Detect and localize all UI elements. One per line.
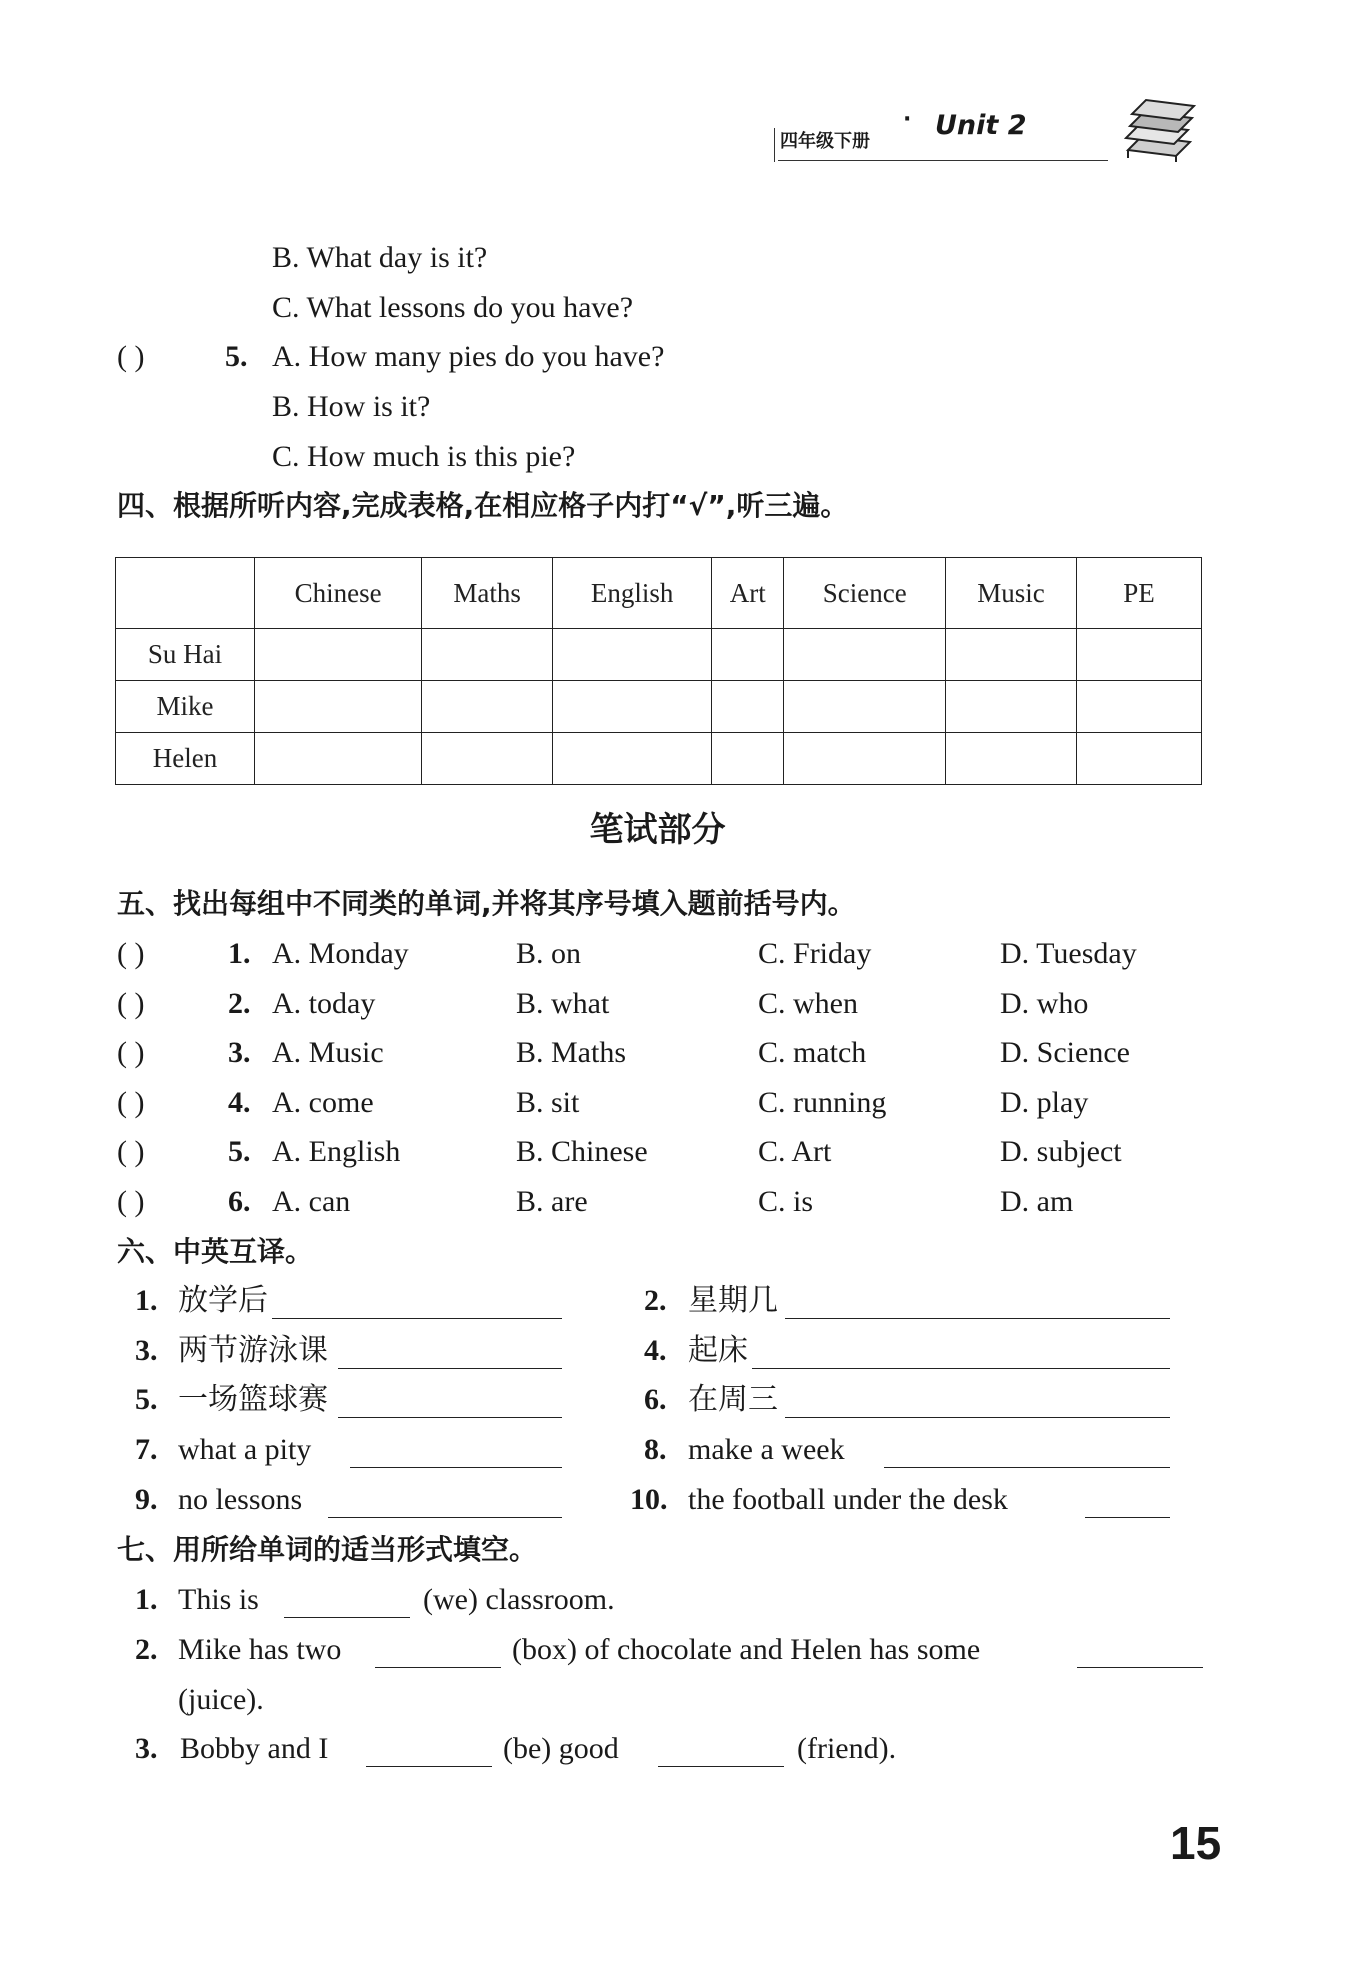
item-number: 10. — [630, 1483, 668, 1516]
item-number: 5. — [135, 1383, 158, 1416]
q5-option-b: B. How is it? — [272, 390, 431, 423]
item-number: 2. — [135, 1633, 158, 1666]
item-number: 2. — [644, 1284, 667, 1317]
answer-blank[interactable] — [350, 1467, 562, 1468]
table-cell[interactable] — [712, 681, 784, 733]
option-d: D. Tuesday — [1000, 937, 1137, 970]
table-cell[interactable] — [255, 681, 422, 733]
table-cell[interactable] — [712, 629, 784, 681]
answer-paren[interactable]: ( ) — [117, 1135, 145, 1168]
option-a: A. Monday — [272, 937, 409, 970]
option-b: B. what — [516, 987, 610, 1020]
item-number: 7. — [135, 1433, 158, 1466]
option-a: A. today — [272, 987, 376, 1020]
header-rule-tick — [774, 128, 775, 162]
answer-paren[interactable]: ( ) — [117, 1036, 145, 1069]
item-number: 1. — [228, 937, 251, 970]
translate-prompt: the football under the desk — [688, 1483, 1008, 1516]
item-number: 3. — [135, 1732, 158, 1765]
table-cell[interactable] — [945, 733, 1076, 785]
page-number: 15 — [1170, 1817, 1222, 1869]
answer-blank[interactable] — [375, 1667, 501, 1668]
answer-blank[interactable] — [1077, 1667, 1203, 1668]
sentence-part: Mike has two — [178, 1633, 342, 1666]
answer-paren[interactable]: ( ) — [117, 1086, 145, 1119]
answer-blank[interactable] — [884, 1467, 1170, 1468]
item-number: 5. — [228, 1135, 251, 1168]
option-c: C. match — [758, 1036, 867, 1069]
item-number: 6. — [228, 1185, 251, 1218]
answer-paren[interactable]: ( ) — [117, 937, 145, 970]
option-c: C. when — [758, 987, 858, 1020]
option-c: C. is — [758, 1185, 814, 1218]
item-number: 1. — [135, 1284, 158, 1317]
option-c: C. Art — [758, 1135, 832, 1168]
table-cell[interactable] — [553, 629, 712, 681]
books-icon — [1118, 98, 1198, 164]
q5-option-a: A. How many pies do you have? — [272, 340, 665, 373]
item-number: 3. — [228, 1036, 251, 1069]
section6-title: 六、中英互译。 — [117, 1235, 314, 1268]
row-label: Mike — [116, 681, 255, 733]
table-row — [116, 681, 1202, 733]
table-cell[interactable] — [712, 733, 784, 785]
answer-blank[interactable] — [338, 1417, 562, 1418]
q4-option-b: B. What day is it? — [272, 241, 488, 274]
translate-prompt: no lessons — [178, 1483, 303, 1516]
option-a: A. come — [272, 1086, 374, 1119]
table-cell[interactable] — [422, 733, 553, 785]
sentence-part: (box) of chocolate and Helen has some — [512, 1633, 981, 1666]
section7-title: 七、用所给单词的适当形式填空。 — [117, 1533, 538, 1566]
translate-prompt: what a pity — [178, 1433, 312, 1466]
table-cell[interactable] — [422, 681, 553, 733]
answer-blank[interactable] — [785, 1318, 1170, 1319]
q5-option-c: C. How much is this pie? — [272, 440, 576, 473]
option-a: A. English — [272, 1135, 401, 1168]
table-header-cell: Chinese — [255, 558, 422, 629]
section5-title: 五、找出每组中不同类的单词,并将其序号填入题前括号内。 — [117, 887, 856, 920]
unit-label: Unit 2 — [935, 110, 1027, 141]
translate-prompt: 在周三 — [688, 1383, 778, 1416]
answer-blank[interactable] — [752, 1368, 1170, 1369]
table-cell[interactable] — [255, 629, 422, 681]
table-cell[interactable] — [945, 629, 1076, 681]
q5-answer-paren[interactable]: ( ) — [117, 340, 145, 373]
item-number: 3. — [135, 1334, 158, 1367]
translate-prompt: make a week — [688, 1433, 845, 1466]
option-b: B. Maths — [516, 1036, 627, 1069]
option-d: D. who — [1000, 987, 1089, 1020]
translate-prompt: 两节游泳课 — [178, 1334, 328, 1367]
table-row — [116, 629, 1202, 681]
translate-prompt: 一场篮球赛 — [178, 1383, 328, 1416]
sentence-part: This is — [178, 1583, 259, 1616]
answer-paren[interactable]: ( ) — [117, 1185, 145, 1218]
grade-label: 四年级下册 — [780, 131, 870, 152]
sentence-part: (friend). — [797, 1732, 897, 1765]
q4-option-c: C. What lessons do you have? — [272, 291, 634, 324]
answer-blank[interactable] — [284, 1617, 410, 1618]
table-header-cell: PE — [1077, 558, 1202, 629]
item-number: 4. — [228, 1086, 251, 1119]
row-label: Su Hai — [116, 629, 255, 681]
answer-blank[interactable] — [366, 1766, 492, 1767]
table-cell[interactable] — [784, 733, 946, 785]
item-number: 4. — [644, 1334, 667, 1367]
table-header-cell: English — [553, 558, 712, 629]
translate-prompt: 起床 — [688, 1334, 748, 1367]
written-part-title: 笔试部分 — [589, 810, 726, 850]
table-cell[interactable] — [1077, 681, 1202, 733]
table-cell[interactable] — [255, 733, 422, 785]
item-number: 9. — [135, 1483, 158, 1516]
answer-blank[interactable] — [785, 1417, 1170, 1418]
header-rule — [778, 160, 1108, 161]
option-b: B. on — [516, 937, 582, 970]
table-cell[interactable] — [553, 733, 712, 785]
table-header-cell: Art — [712, 558, 784, 629]
item-number: 1. — [135, 1583, 158, 1616]
table-row — [116, 733, 1202, 785]
table-cell[interactable] — [1077, 733, 1202, 785]
option-d: D. am — [1000, 1185, 1074, 1218]
option-a: A. Music — [272, 1036, 384, 1069]
table-cell[interactable] — [945, 681, 1076, 733]
translate-prompt: 放学后 — [178, 1284, 268, 1317]
table-cell[interactable] — [422, 629, 553, 681]
table-cell[interactable] — [1077, 629, 1202, 681]
answer-blank[interactable] — [328, 1517, 562, 1518]
header-dot: · — [903, 107, 912, 132]
option-b: B. are — [516, 1185, 588, 1218]
option-d: D. play — [1000, 1086, 1089, 1119]
option-b: B. sit — [516, 1086, 580, 1119]
item-number: 8. — [644, 1433, 667, 1466]
answer-blank[interactable] — [1085, 1517, 1170, 1518]
table-header-cell: Maths — [422, 558, 553, 629]
answer-blank[interactable] — [658, 1766, 784, 1767]
table-header-cell: Music — [945, 558, 1076, 629]
sentence-part: (we) classroom. — [423, 1583, 615, 1616]
option-a: A. can — [272, 1185, 351, 1218]
listening-table — [115, 557, 1202, 785]
table-header-cell: Science — [784, 558, 946, 629]
q5-number: 5. — [225, 340, 248, 373]
sentence-part: (juice). — [178, 1683, 264, 1716]
sentence-part: Bobby and I — [180, 1732, 329, 1765]
option-c: C. Friday — [758, 937, 872, 970]
table-header-cell — [116, 558, 255, 629]
answer-blank[interactable] — [272, 1318, 562, 1319]
section4-title: 四、根据所听内容,完成表格,在相应格子内打“√”,听三遍。 — [117, 489, 849, 522]
option-c: C. running — [758, 1086, 887, 1119]
answer-paren[interactable]: ( ) — [117, 987, 145, 1020]
row-label: Helen — [116, 733, 255, 785]
sentence-part: (be) good — [503, 1732, 619, 1765]
table-cell[interactable] — [784, 629, 946, 681]
option-b: B. Chinese — [516, 1135, 648, 1168]
item-number: 2. — [228, 987, 251, 1020]
item-number: 6. — [644, 1383, 667, 1416]
option-d: D. subject — [1000, 1135, 1122, 1168]
table-cell[interactable] — [784, 681, 946, 733]
answer-blank[interactable] — [338, 1368, 562, 1369]
table-cell[interactable] — [553, 681, 712, 733]
translate-prompt: 星期几 — [688, 1284, 778, 1317]
option-d: D. Science — [1000, 1036, 1130, 1069]
